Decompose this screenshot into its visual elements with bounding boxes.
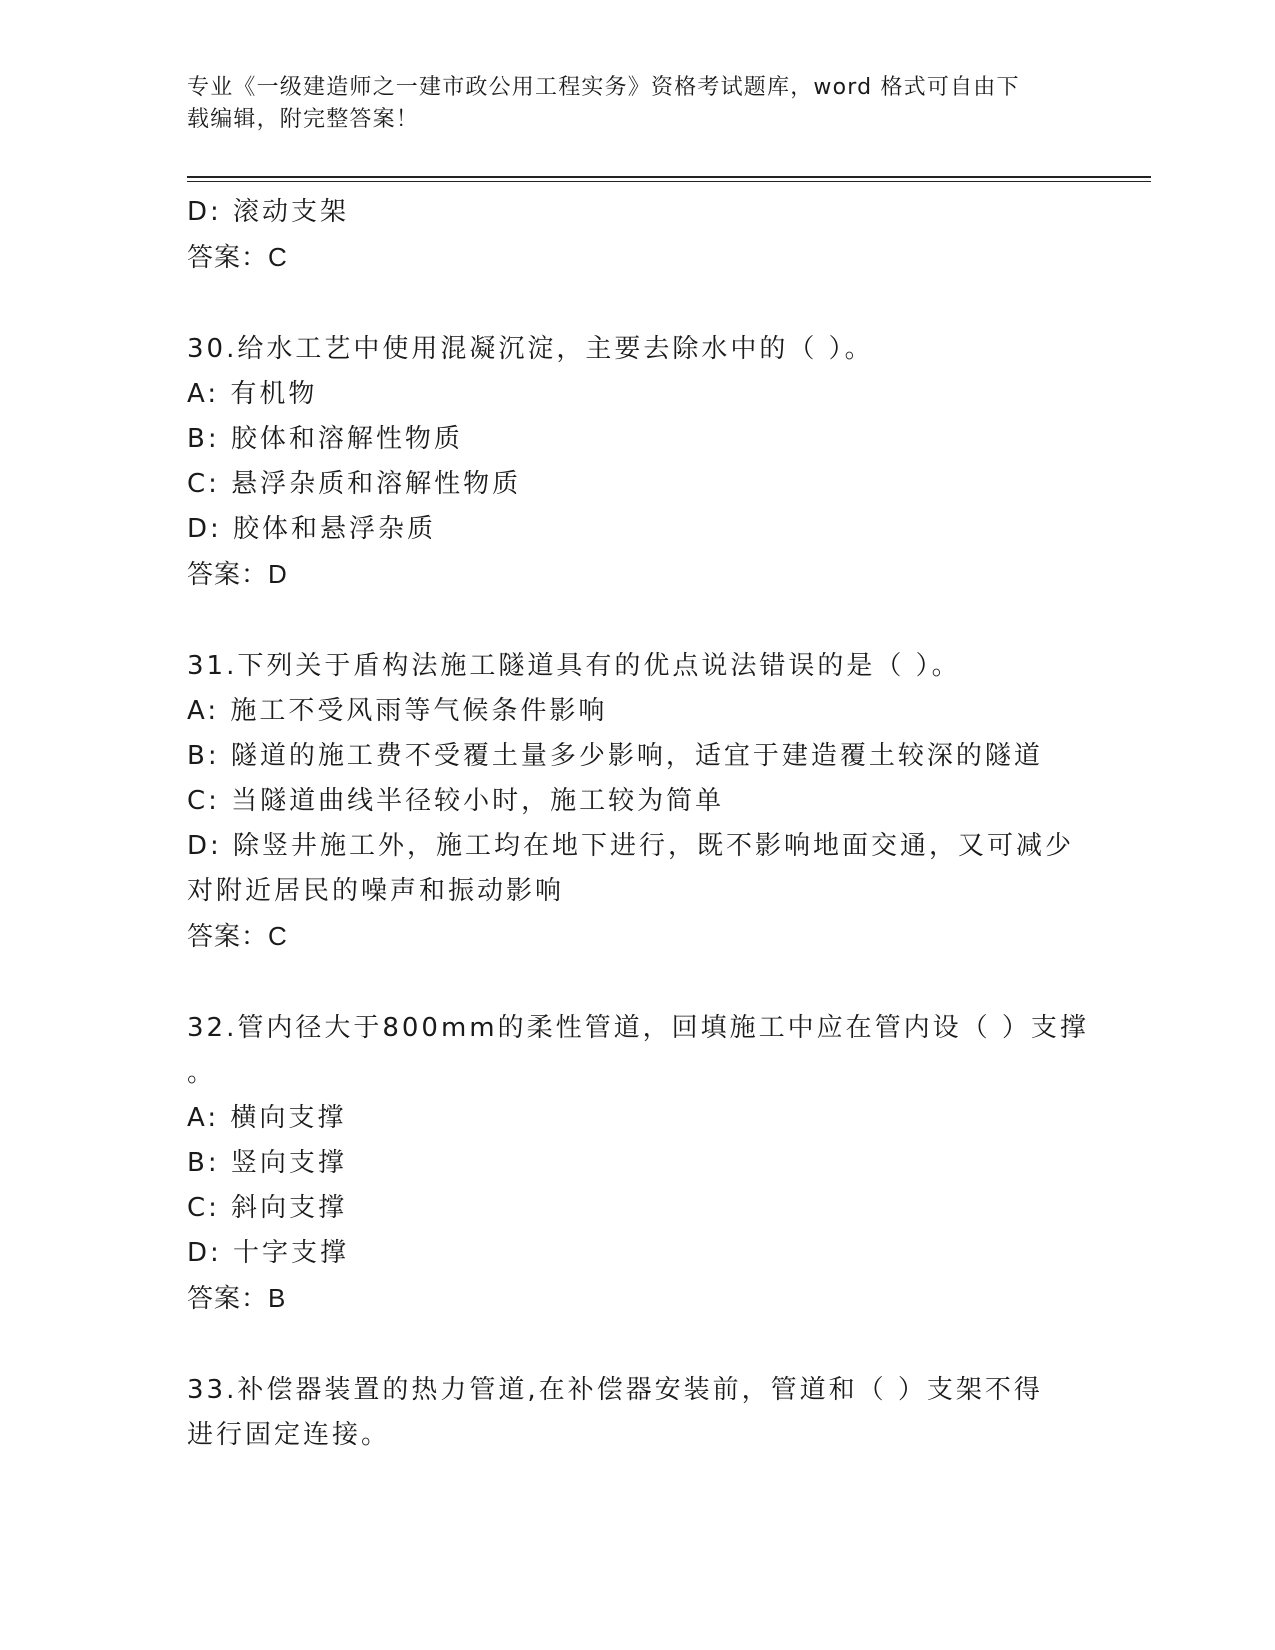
q32-stem-line-1: 32.管内径大于800mm的柔性管道，回填施工中应在管内设（ ）支撑 xyxy=(187,1013,1089,1043)
q32-option-d: D: 十字支撑 xyxy=(187,1238,350,1268)
q31-option-a: A: 施工不受风雨等气候条件影响 xyxy=(187,696,608,726)
q31-option-d-line-2: 对附近居民的噪声和振动影响 xyxy=(187,876,565,906)
q32-option-b: B: 竖向支撑 xyxy=(187,1148,347,1178)
q32-answer: 答案：B xyxy=(187,1283,287,1313)
q30-option-b: B: 胶体和溶解性物质 xyxy=(187,424,463,454)
q32-option-a: A: 横向支撑 xyxy=(187,1103,347,1133)
q30-stem: 30.给水工艺中使用混凝沉淀，主要去除水中的（ ）。 xyxy=(187,334,874,364)
q31-option-c: C: 当隧道曲线半径较小时，施工较为简单 xyxy=(187,786,725,816)
q31-option-b: B: 隧道的施工费不受覆土量多少影响，适宜于建造覆土较深的隧道 xyxy=(187,741,1043,771)
spacer xyxy=(187,280,1087,327)
q30-option-c: C: 悬浮杂质和溶解性物质 xyxy=(187,469,522,499)
q30-answer: 答案：D xyxy=(187,559,288,589)
q31-stem: 31.下列关于盾构法施工隧道具有的优点说法错误的是（ ）。 xyxy=(187,651,961,681)
header-divider-thick xyxy=(187,176,1151,178)
spacer xyxy=(187,1321,1087,1368)
document-header xyxy=(187,72,1067,136)
spacer xyxy=(187,597,1087,644)
header-line-1: 专业《一级建造师之一建市政公用工程实务》资格考试题库，word 格式可自由下 xyxy=(187,75,1020,100)
q31-answer: 答案：C xyxy=(187,921,288,951)
prev-option-d: D: 滚动支架 xyxy=(187,197,350,227)
q30-option-d: D: 胶体和悬浮杂质 xyxy=(187,514,437,544)
q33-stem-line-1: 33.补偿器装置的热力管道,在补偿器安装前，管道和（ ）支架不得 xyxy=(187,1375,1043,1405)
question-list xyxy=(187,190,1087,1458)
q31-option-d-line-1: D: 除竖井施工外，施工均在地下进行，既不影响地面交通，又可减少 xyxy=(187,831,1075,861)
header-line-2: 载编辑，附完整答案！ xyxy=(187,107,420,132)
q32-stem-line-2: 。 xyxy=(187,1058,217,1088)
header-divider-thin xyxy=(187,181,1151,182)
q30-option-a: A: 有机物 xyxy=(187,379,318,409)
prev-answer: 答案：C xyxy=(187,242,288,272)
spacer xyxy=(187,959,1087,1006)
q33-stem-line-2: 进行固定连接。 xyxy=(187,1420,391,1450)
q32-option-c: C: 斜向支撑 xyxy=(187,1193,348,1223)
